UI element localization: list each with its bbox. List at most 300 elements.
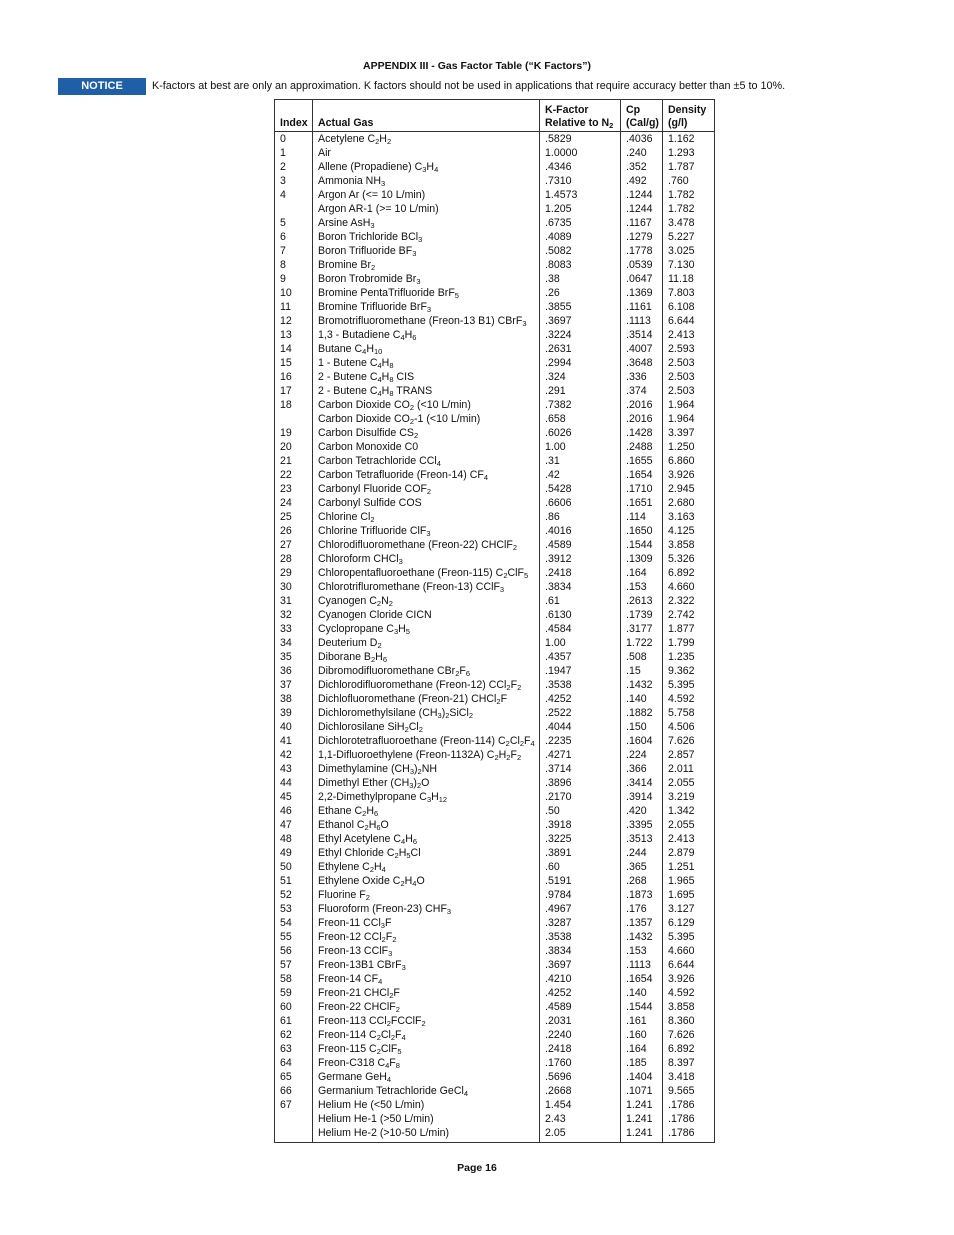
table-row [275,944,715,958]
cell-density: 2.503 [663,356,715,370]
cell-cp: .1404 [621,1070,663,1084]
cell-cp: .1113 [621,958,663,972]
cell-k-factor: .6735 [540,216,621,230]
table-row [275,1084,715,1098]
table-row [275,244,715,258]
cell-actual-gas: Ethylene $C_2H_4$ [313,860,540,874]
cell-cp: .1161 [621,300,663,314]
cell-actual-gas: Chloroform CHCl$_3$ [313,552,540,566]
subscript: 2 [506,753,511,762]
subscript: 2 [413,431,419,440]
gas-factor-table [274,99,715,1143]
cell-index: 18 [275,398,313,412]
cell-cp: .365 [621,860,663,874]
subscript: 2 [381,935,386,944]
cell-actual-gas: Dichlorosilane $SiH_2Cl_2$ [313,720,540,734]
cell-index [275,412,313,426]
cell-index: 4 [275,188,313,202]
cell-actual-gas: Chlorine Trifluoride ClF$_3$ [313,524,540,538]
cell-actual-gas: 2 - Butene $C_4H_8$ TRANS [313,384,540,398]
table-row [275,426,715,440]
table-row [275,538,715,552]
subscript: 6 [465,669,471,678]
cell-k-factor: .9784 [540,888,621,902]
notice-badge: NOTICE [58,78,146,95]
cell-density: 1.964 [663,398,715,412]
cell-density: 9.362 [663,664,715,678]
cell-density: 3.926 [663,972,715,986]
table-row [275,692,715,706]
table-row [275,258,715,272]
cell-density: 7.803 [663,286,715,300]
table-row [275,328,715,342]
cell-actual-gas: Boron Trifluoride $BF_3$ [313,244,540,258]
subscript: 2 [376,599,382,608]
cell-actual-gas: Freon-115 $C_2ClF_5$ [313,1042,540,1056]
cell-index: 6 [275,230,313,244]
header-density-line1: Density [668,104,707,116]
subscript: 4 [386,1075,392,1084]
subscript: 3 [437,711,442,720]
table-row [275,846,715,860]
table-row [275,552,715,566]
cell-actual-gas: Freon-12 $CCl_2F_2$ [313,930,540,944]
cell-actual-gas: 1 - Butene $C_4H_8$ [313,356,540,370]
cell-cp: .4007 [621,342,663,356]
cell-cp: .153 [621,580,663,594]
subscript: 2 [370,515,375,524]
cell-density: 1.787 [663,160,715,174]
cell-density: 1.250 [663,440,715,454]
cell-actual-gas: Ethane $C_2H_6$ [313,804,540,818]
cell-density: 7.130 [663,258,715,272]
table-row [275,412,715,426]
table-row [275,230,715,244]
cell-k-factor: .2170 [540,790,621,804]
cell-actual-gas: Carbon Tetrafluoride (Freon-14) $CF_4$ [313,468,540,482]
subscript: 2 [375,137,380,146]
cell-actual-gas: Freon-114 $C_2Cl_2F_4$ [313,1028,540,1042]
table-row [275,440,715,454]
subscript: 4 [463,1089,468,1098]
table-row [275,930,715,944]
cell-actual-gas: Helium He-2 (>10-50 L/min) [313,1126,540,1143]
cell-index: 38 [275,692,313,706]
cell-actual-gas: Ammonia $NH_3$ [313,174,540,188]
notice-text: K-factors at best are only an approximation. K factors should not be used in applications that require accuracy better than ±5 to 10%. [152,80,786,92]
subscript: 2 [426,487,432,496]
cell-k-factor: .4346 [540,160,621,174]
cell-index: 49 [275,846,313,860]
cell-actual-gas: Freon-21 CHCl$_2$F [313,986,540,1000]
cell-cp: .153 [621,944,663,958]
cell-actual-gas: Helium He (<50 L/min) [313,1098,540,1112]
subscript: 3 [381,179,386,188]
cell-actual-gas: Freon-13 CClF$_3$ [313,944,540,958]
cell-density: 5.395 [663,678,715,692]
cell-cp: .1428 [621,426,663,440]
cell-k-factor: .5696 [540,1070,621,1084]
table-row [275,272,715,286]
cell-k-factor: .3714 [540,762,621,776]
header-k-factor [540,100,621,132]
table-row [275,146,715,160]
cell-cp: .1244 [621,202,663,216]
subscript: 2 [404,725,409,734]
cell-cp: .1279 [621,230,663,244]
cell-index: 64 [275,1056,313,1070]
cell-actual-gas: Argon Ar (<= 10 L/min) [313,188,540,202]
cell-cp: .3648 [621,356,663,370]
cell-actual-gas: Dimethyl Ether $(CH_3)_2O$ [313,776,540,790]
table-row [275,580,715,594]
cell-index [275,1112,313,1126]
cell-actual-gas: Deuterium $D_2$ [313,636,540,650]
table-row [275,916,715,930]
cell-actual-gas: Acetylene $C_2H_2$ [313,132,540,147]
cell-index: 59 [275,986,313,1000]
subscript: 2 [496,697,501,706]
table-row [275,566,715,580]
cell-actual-gas: Bromine Trifluoride BrF$_3$ [313,300,540,314]
cell-k-factor: .2240 [540,1028,621,1042]
cell-density: 4.660 [663,580,715,594]
table-row [275,622,715,636]
cell-index: 51 [275,874,313,888]
cell-cp: .2016 [621,398,663,412]
cell-index: 19 [275,426,313,440]
subscript: 6 [412,333,417,342]
cell-cp: .1167 [621,216,663,230]
cell-cp: .0539 [621,258,663,272]
cell-density: 4.592 [663,986,715,1000]
cell-k-factor: .4271 [540,748,621,762]
cell-density: 3.858 [663,1000,715,1014]
header-density [663,100,715,132]
cell-actual-gas: Butane $C_4H_{10}$ [313,342,540,356]
subscript: 6 [382,655,387,664]
cell-cp: .1544 [621,538,663,552]
subscript: 8 [395,1061,400,1070]
cell-density: 3.127 [663,902,715,916]
cell-density: 2.322 [663,594,715,608]
cell-cp: .3395 [621,818,663,832]
cell-actual-gas: Bromine $Br_2$ [313,258,540,272]
cell-k-factor: .4589 [540,1000,621,1014]
cell-cp: .1244 [621,188,663,202]
cell-index: 35 [275,650,313,664]
cell-density: 6.108 [663,300,715,314]
subscript: 5 [397,1047,402,1056]
cell-k-factor: .6026 [540,426,621,440]
table-row [275,216,715,230]
cell-index: 23 [275,482,313,496]
cell-index: 2 [275,160,313,174]
cell-density: 1.695 [663,888,715,902]
cell-index: 32 [275,608,313,622]
cell-cp: .1432 [621,678,663,692]
cell-k-factor: 1.454 [540,1098,621,1112]
cell-index: 25 [275,510,313,524]
cell-index: 12 [275,314,313,328]
subscript: 4 [385,1061,390,1070]
cell-density: 9.565 [663,1084,715,1098]
table-row [275,636,715,650]
subscript: 2 [386,137,392,146]
cell-density: 1.964 [663,412,715,426]
table-row [275,706,715,720]
subscript: 5 [523,571,529,580]
cell-cp: .164 [621,1042,663,1056]
cell-k-factor: .4252 [540,692,621,706]
cell-density: 2.742 [663,608,715,622]
cell-index: 8 [275,258,313,272]
cell-actual-gas: Chlorine $Cl_2$ [313,510,540,524]
table-row [275,1070,715,1084]
subscript: 10 [374,347,383,356]
cell-actual-gas: Freon-C318 $C_4F_8$ [313,1056,540,1070]
subscript: 6 [376,823,381,832]
cell-index: 37 [275,678,313,692]
cell-k-factor: .3918 [540,818,621,832]
subscript: 4 [377,361,382,370]
table-row [275,888,715,902]
cell-cp: .3414 [621,776,663,790]
cell-cp: .374 [621,384,663,398]
table-row [275,776,715,790]
subscript: 2 [519,739,524,748]
cell-actual-gas: Freon-14 $CF_4$ [313,972,540,986]
table-row [275,342,715,356]
cell-k-factor: .26 [540,286,621,300]
cell-index: 0 [275,132,313,147]
cell-index: 45 [275,790,313,804]
cell-density: 1.235 [663,650,715,664]
cell-cp: .1654 [621,972,663,986]
cell-index: 57 [275,958,313,972]
cell-density: 1.877 [663,622,715,636]
cell-cp: .1369 [621,286,663,300]
cell-density: 4.592 [663,692,715,706]
cell-index: 50 [275,860,313,874]
table-row [275,202,715,216]
cell-k-factor: .5829 [540,132,621,147]
cell-index: 27 [275,538,313,552]
cell-actual-gas: Boron Trobromide $Br_3$ [313,272,540,286]
cell-actual-gas: Dichlorotetrafluoroethane (Freon-114) $C_2Cl_2F_4$ [313,734,540,748]
cell-index: 52 [275,888,313,902]
table-row [275,594,715,608]
table-row [275,1000,715,1014]
cell-index: 40 [275,720,313,734]
cell-actual-gas: Argon AR-1 (>= 10 L/min) [313,202,540,216]
cell-actual-gas: Diborane $B_2H_6$ [313,650,540,664]
subscript: 4 [436,459,441,468]
cell-index: 34 [275,636,313,650]
cell-density: 2.413 [663,328,715,342]
table-row [275,384,715,398]
table-row [275,734,715,748]
cell-density: 1.799 [663,636,715,650]
cell-k-factor: .2668 [540,1084,621,1098]
cell-cp: .1651 [621,496,663,510]
subscript: 4 [400,333,405,342]
cell-density: 2.011 [663,762,715,776]
cell-cp: .1113 [621,314,663,328]
cell-index: 46 [275,804,313,818]
cell-density: 6.892 [663,566,715,580]
cell-cp: .176 [621,902,663,916]
cell-actual-gas: Dichlorodifluoromethane (Freon-12) $CCl_2F_2$ [313,678,540,692]
subscript: 2 [364,823,369,832]
table-row [275,818,715,832]
table-row [275,188,715,202]
cell-index: 9 [275,272,313,286]
subscript: 2 [386,1019,391,1028]
subscript: 3 [398,557,403,566]
cell-k-factor: .324 [540,370,621,384]
cell-actual-gas: Germane GeH$_4$ [313,1070,540,1084]
cell-density: 3.397 [663,426,715,440]
cell-density: 5.395 [663,930,715,944]
cell-index: 55 [275,930,313,944]
cell-k-factor: .3697 [540,958,621,972]
table-row [275,496,715,510]
subscript: 2 [395,1005,400,1014]
cell-density: 2.593 [663,342,715,356]
cell-k-factor: .31 [540,454,621,468]
page-number: Page 16 [457,1162,497,1174]
cell-k-factor: .2031 [540,1014,621,1028]
subscript: 4 [483,473,489,482]
cell-density: .1786 [663,1098,715,1112]
subscript: 2 [370,263,376,272]
cell-density: 8.360 [663,1014,715,1028]
cell-index: 21 [275,454,313,468]
subscript: 5 [405,627,410,636]
cell-cp: .185 [621,1056,663,1070]
table-row [275,608,715,622]
cell-k-factor: .6130 [540,608,621,622]
cell-index: 15 [275,356,313,370]
subscript: 2 [376,1033,381,1042]
subscript: 4 [378,977,383,986]
cell-k-factor: .1947 [540,664,621,678]
cell-k-factor: .4044 [540,720,621,734]
cell-actual-gas: Allene (Propadiene) $C_3H_4$ [313,160,540,174]
cell-index: 65 [275,1070,313,1084]
cell-actual-gas: Helium He-1 (>50 L/min) [313,1112,540,1126]
cell-actual-gas: Boron Trichloride BCl$_3$ [313,230,540,244]
subscript: 3 [388,949,393,958]
cell-index: 10 [275,286,313,300]
cell-cp: .161 [621,1014,663,1028]
cell-density: 1.342 [663,804,715,818]
cell-index: 61 [275,1014,313,1028]
header-actual-gas: Actual Gas [313,100,540,132]
cell-actual-gas: Carbonyl Fluoride $COF_2$ [313,482,540,496]
cell-density: 3.219 [663,790,715,804]
cell-density: 6.644 [663,314,715,328]
table-row [275,314,715,328]
cell-index: 42 [275,748,313,762]
cell-density: 1.965 [663,874,715,888]
cell-k-factor: .3287 [540,916,621,930]
cell-density: 4.506 [663,720,715,734]
cell-density: 3.478 [663,216,715,230]
subscript: 8 [389,375,394,384]
subscript: 3 [426,529,431,538]
cell-k-factor: .8083 [540,258,621,272]
cell-k-factor: .2522 [540,706,621,720]
cell-k-factor: .3225 [540,832,621,846]
cell-density: 1.251 [663,860,715,874]
cell-k-factor: .4016 [540,524,621,538]
subscript: 4 [377,375,382,384]
subscript: 2 [417,767,422,776]
table-row [275,748,715,762]
cell-k-factor: 2.05 [540,1126,621,1143]
cell-actual-gas: Germanium Tetrachloride GeCl$_4$ [313,1084,540,1098]
cell-cp: .1882 [621,706,663,720]
cell-cp: .1432 [621,930,663,944]
cell-cp: .140 [621,692,663,706]
cell-actual-gas: Carbon Dioxide $CO_2-1$ (<10 L/min) [313,412,540,426]
cell-cp: 1.241 [621,1112,663,1126]
cell-actual-gas: Arsine AsH$_3$ [313,216,540,230]
cell-cp: .240 [621,146,663,160]
subscript: 3 [426,795,432,804]
cell-k-factor: .3697 [540,314,621,328]
cell-cp: .1739 [621,608,663,622]
cell-cp: .1309 [621,552,663,566]
cell-actual-gas: Bromotrifluoromethane (Freon-13 B1) CBrF$_3$ [313,314,540,328]
cell-density: 4.660 [663,944,715,958]
subscript: 3 [426,305,432,314]
subscript: 2 [418,725,423,734]
cell-k-factor: 1.00 [540,636,621,650]
cell-index: 43 [275,762,313,776]
subscript: 6 [412,837,418,846]
subscript: 2 [390,1033,396,1042]
cell-density: 2.055 [663,818,715,832]
cell-cp: .268 [621,874,663,888]
subscript: 2 [505,739,510,748]
cell-k-factor: .3855 [540,300,621,314]
cell-k-factor: .38 [540,272,621,286]
cell-k-factor: 2.43 [540,1112,621,1126]
subscript: 2 [377,641,382,650]
cell-index: 53 [275,902,313,916]
cell-actual-gas: Freon-13B1 CBrF$_3$ [313,958,540,972]
subscript: 2 [369,865,374,874]
cell-index: 44 [275,776,313,790]
subscript: 2 [517,683,522,692]
cell-actual-gas: Dichloromethylsilane $(CH_3)_2SiCl_2$ [313,706,540,720]
subscript: 2 [421,1019,426,1028]
header-density-line2: (g/l) [668,117,688,129]
table-header-row [275,100,715,132]
cell-index: 41 [275,734,313,748]
cell-density: 7.626 [663,1028,715,1042]
cell-density: 2.945 [663,482,715,496]
cell-cp: .224 [621,748,663,762]
cell-cp: .1357 [621,916,663,930]
cell-cp: .1654 [621,468,663,482]
cell-index: 63 [275,1042,313,1056]
cell-index: 39 [275,706,313,720]
table-row [275,678,715,692]
